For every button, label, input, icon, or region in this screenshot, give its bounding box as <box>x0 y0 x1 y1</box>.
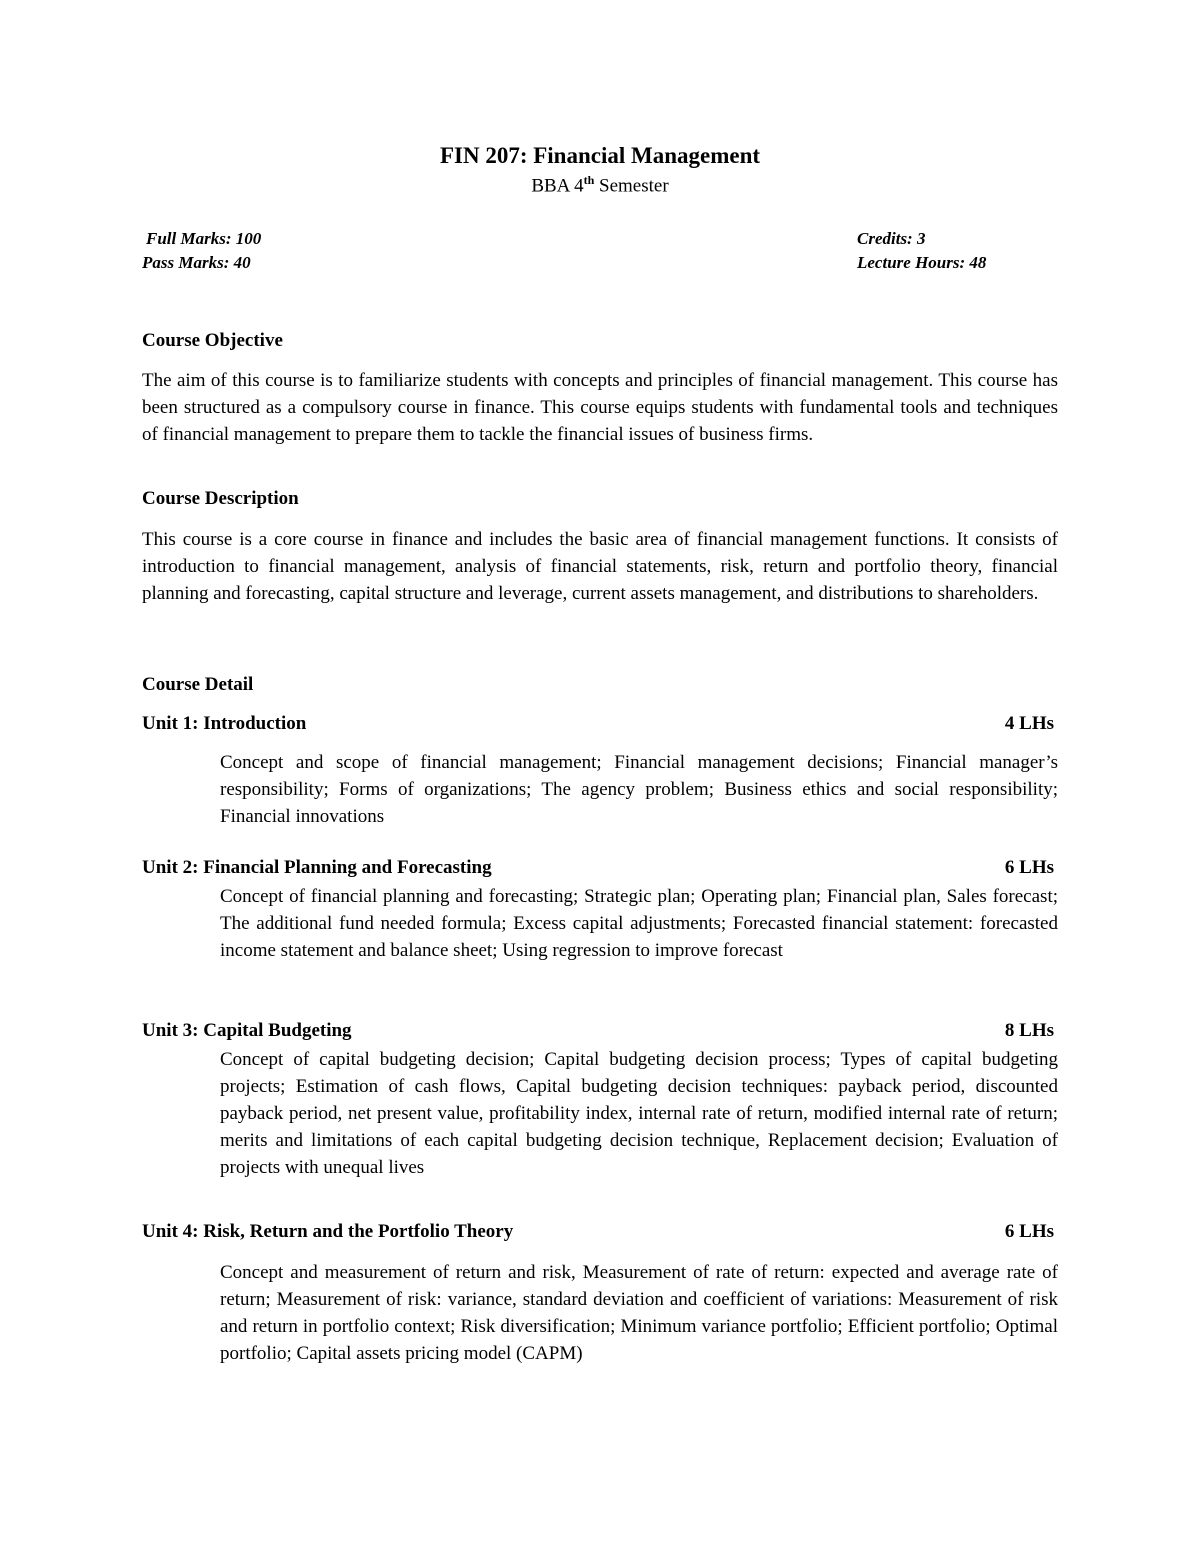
unit-3-title: Unit 3: Capital Budgeting <box>142 1020 352 1041</box>
description-text: This course is a core course in finance and includes the basic area of financial management functions. It consists of introduction to financial management, analysis of financial statements, risk, return and portfolio theory, financial planning and forecasting, capital structure and leverage, current assets management, and distributions to shareholders. <box>142 529 1058 604</box>
subtitle-superscript: th <box>583 173 595 187</box>
unit-3-header <box>142 1020 1058 1046</box>
unit-2-header <box>142 857 1058 883</box>
unit-2-hours: 6 LHs <box>1004 857 1054 878</box>
unit-1-hours: 4 LHs <box>1004 713 1054 734</box>
description-heading: Course Description <box>142 488 299 509</box>
objective-heading: Course Objective <box>142 330 283 351</box>
unit-4-hours: 6 LHs <box>1004 1221 1054 1242</box>
lecture-hours: Lecture Hours: 48 <box>857 253 987 272</box>
unit-1-header <box>142 713 1058 739</box>
detail-heading: Course Detail <box>142 674 254 695</box>
unit-4-text: Concept and measurement of return and risk, Measurement of rate of return: expected and average rate of return; Measurement of risk: variance, standard deviation and coefficient of variations: Measurement of risk and return in portfolio context; Risk diversification; Minimum variance portfolio; Efficient portfolio; Optimal portfolio; Capital assets pricing model (CAPM) <box>220 1262 1058 1364</box>
course-subtitle <box>0 173 1200 197</box>
unit-4-header <box>142 1221 1058 1247</box>
unit-1-text: Concept and scope of financial management; Financial management decisions; Financial manager’s responsibility; Forms of organizations; The agency problem; Business ethics and social responsibility; Financial innovations <box>220 752 1058 827</box>
objective-text: The aim of this course is to familiarize students with concepts and principles of financial management. This course has been structured as a compulsory course in finance. This course equips students with fundamental tools and techniques of financial management to prepare them to tackle the financial issues of business firms. <box>142 370 1058 445</box>
unit-3-text: Concept of capital budgeting decision; Capital budgeting decision process; Types of capital budgeting projects; Estimation of cash flows, Capital budgeting decision techniques: payback period, discounted payback period, net present value, profitability index, internal rate of return, modified internal rate of return; merits and limitations of each capital budgeting decision technique, Replacement decision; Evaluation of projects with unequal lives <box>220 1049 1058 1178</box>
subtitle-suffix: Semester <box>594 175 669 197</box>
course-title: FIN 207: Financial Management <box>439 143 761 168</box>
unit-2-title: Unit 2: Financial Planning and Forecasting <box>142 857 492 878</box>
full-marks: Full Marks: 100 <box>146 229 262 248</box>
unit-1-title: Unit 1: Introduction <box>142 713 307 734</box>
credits: Credits: 3 <box>857 229 926 248</box>
unit-2-text: Concept of financial planning and forecasting; Strategic plan; Operating plan; Financial plan, Sales forecast; The additional fund needed formula; Excess capital adjustments; Forecasted financial statement: forecasted income statement and balance sheet; Using regression to improve forecast <box>220 886 1058 961</box>
subtitle-prefix: BBA 4 <box>531 175 584 197</box>
unit-4-title: Unit 4: Risk, Return and the Portfolio Theory <box>142 1221 514 1242</box>
pass-marks: Pass Marks: 40 <box>142 253 251 272</box>
unit-3-hours: 8 LHs <box>1004 1020 1054 1041</box>
